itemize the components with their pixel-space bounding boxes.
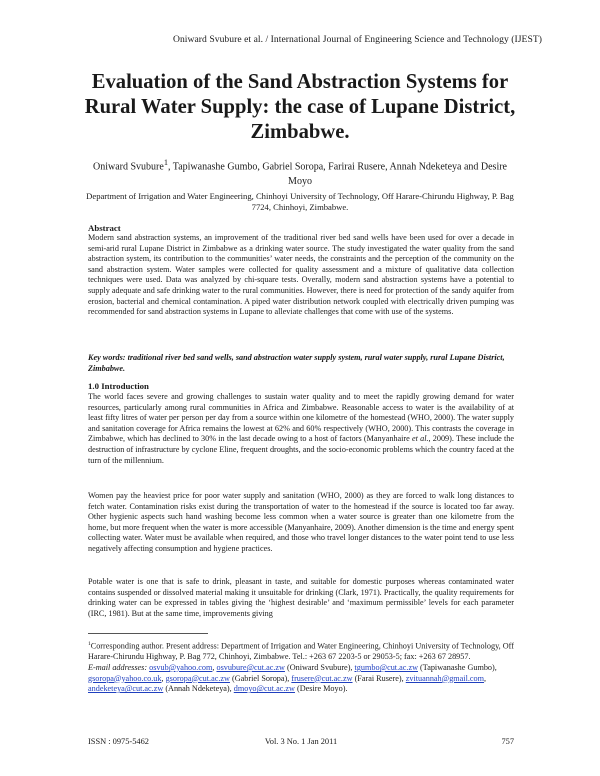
intro-paragraph-2: Women pay the heaviest price for poor water supply and sanitation (WHO, 2000) as they are forced to walk long distances to fetch water. Contamination risks exist during the transportation of water to the homestead if the source is located too far away. Other hygienic aspects such hand washing become less common when a water source is greater than one kilometre from the home, but more frequent when the water is more accessible (Manyanhaire, 2009). Another dimension is the time and energy spent collecting water. Water must be available when required, and those who travel longer distances to the water point tend to use less negatively affecting consumption and hygiene practices. (88, 491, 514, 553)
email-link[interactable]: zvituannah@gmail.com (405, 673, 484, 683)
abstract-heading: Abstract (88, 223, 121, 233)
corresponding-author-note: Corresponding author. Present address: Department of Irrigation and Water Engineering, Chinhoyi University of Technology, Off Harare-Chirundu Highway, P. Bag 772, Chinhoyi, Zimbabwe. Tel.: +263 67 2203-5 or 29053-5; fax: +263 67 28957. (88, 641, 514, 662)
footnote-divider (88, 633, 208, 634)
first-author: Oniward Svubure (92, 161, 164, 173)
footer-issn: ISSN : 0975-5462 (88, 737, 149, 746)
email-separator: , (212, 662, 217, 672)
paper-title: Evaluation of the Sand Abstraction Systems for Rural Water Supply: the case of Lupane District, Zimbabwe. (84, 71, 516, 143)
email-owner: (Oniward Svubure), (284, 662, 355, 672)
running-header: Oniward Svubure et al. / International Journal of Engineering Science and Technology (IJEST) (172, 34, 542, 45)
keywords: Key words: traditional river bed sand wells, sand abstraction water supply system, rural water supply, rural Lupane District, Zimbabwe. (88, 353, 505, 373)
footnote-marker: 1 (88, 641, 91, 647)
email-link[interactable]: andeketeya@cut.ac.zw (88, 684, 164, 694)
footer-page-number: 757 (501, 737, 514, 746)
email-owner: (Desire Moyo). (294, 684, 348, 694)
affiliation: Department of Irrigation and Water Engineering, Chinhoyi University of Technology, Off Harare-Chirundu Highway, P. Bag 7724, Chinhoyi, Zimbabwe. (86, 191, 514, 212)
email-separator: , (161, 673, 166, 683)
email-link[interactable]: dmoyo@cut.ac.zw (233, 684, 295, 694)
email-label: E-mail addresses: (88, 662, 148, 672)
email-link[interactable]: osvub@yahoo.com (149, 662, 213, 672)
email-separator: , (483, 673, 487, 683)
footnote (88, 639, 514, 695)
intro-paragraph-1 (88, 392, 514, 466)
author-list (80, 155, 520, 189)
intro-p1-etal: et al. (412, 434, 429, 444)
author-footnote-marker[interactable]: 1 (163, 158, 168, 167)
email-link[interactable]: tgumbo@cut.ac.zw (354, 662, 418, 672)
intro-paragraph-3: Potable water is one that is safe to drink, pleasant in taste, and suitable for domestic purposes whereas contaminated water contains suspended or dissolved material making it unsuitable for drinking (Clark, 1971). Practically, the quality requirements for drinking water can be expressed in tables giving the ‘highest desirable’ and ‘maximum permissible’ levels for each parameter (IRC, 1981). But at the same time, improvements giving (88, 577, 514, 618)
email-owner: (Tapiwanashe Gumbo), (418, 662, 497, 672)
abstract-text: Modern sand abstraction systems, an improvement of the traditional river bed sand wells have been used for over a decade in semi-arid rural Lupane District in Zimbabwe as a drinking water source. The study investigated the water quality from the sand abstraction system, its contribution to the communities’ water needs, the constraints and the perception of the community on the sand abstraction system. Water samples were collected for quality assessment and a mixture of qualitative data collection techniques were used. Data was analyzed by chi-square tests. Overally, modern sand abstraction systems have a potential to supply adequate and safe drinking water to the rural communities. However, there is need for protection of the sandy aquifer from erosion, bacterial and chemical contamination. A piped water distribution network coupled with electrically driven pumping was recommended for sand abstraction systems in Lupane to alleviate challenges that come with use of the systems. (88, 233, 514, 317)
email-owner: (Gabriel Soropa), (229, 673, 292, 683)
other-authors: , Tapiwanashe Gumbo, Gabriel Soropa, Farirai Rusere, Annah Ndeketeya and Desire Moyo (167, 161, 507, 188)
email-owner: (Annah Ndeketeya), (163, 684, 234, 694)
intro-p1-part-a: The world faces severe and growing challenges to sustain water quality and to meet the rapidly growing demand for water resources, particularly among rural communities in Africa and Zimbabwe. Reasonable access to water is the availability of at least fifty litres of water per person per day from a source within one kilometre of the homestead (WHO, 2000). The water supply and sanitation coverage for Africa remains the lowest at 62% and 60% respectively (WHO, 2000). This contrasts the coverage in Zimbabwe, which has declined to 30% in the last decade owing to a host of factors (Manyanhaire (88, 392, 514, 444)
email-link[interactable]: gsoropa@cut.ac.zw (165, 673, 230, 683)
section-heading-introduction: 1.0 Introduction (88, 381, 149, 391)
footer-volume: Vol. 3 No. 1 Jan 2011 (264, 737, 338, 746)
email-link[interactable]: frusere@cut.ac.zw (291, 673, 353, 683)
email-link[interactable]: gsoropa@yahoo.co.uk (88, 673, 162, 683)
intro-p1-part-b: , 2009). These include the destruction of infrastructure by cyclone Eline, frequent droughts, and the socio-economic problems which the country faced at the turn of the millennium. (88, 434, 515, 465)
email-link[interactable]: osvubure@cut.ac.zw (216, 662, 285, 672)
email-owner: (Farai Rusere), (352, 673, 406, 683)
